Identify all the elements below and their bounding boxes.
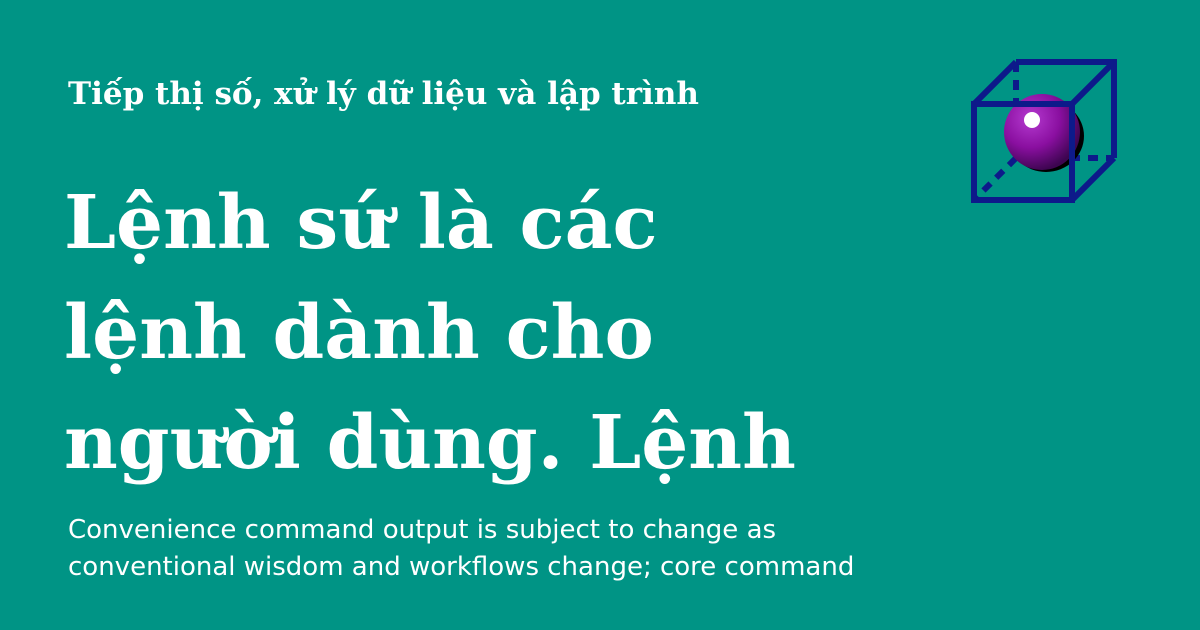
headline-line: Lệnh sứ là các	[64, 180, 658, 266]
cube-edge	[1072, 62, 1114, 104]
headline	[64, 168, 924, 498]
cube-sphere-icon	[962, 52, 1128, 218]
summary-line: Convenience command output is subject to change as	[68, 515, 777, 545]
headline-line: lệnh dành cho	[64, 290, 654, 376]
cube-edge	[1072, 158, 1114, 200]
kicker-text: Tiếp thị số, xử lý dữ liệu và lập trình	[68, 76, 699, 112]
headline-line: người dùng. Lệnh	[64, 400, 796, 486]
summary	[68, 512, 968, 586]
cube-edge	[974, 62, 1016, 104]
cube-hidden-edge	[974, 158, 1016, 200]
sphere-highlight	[1024, 112, 1040, 128]
summary-line: conventional wisdom and workflows change; core command	[68, 552, 855, 582]
